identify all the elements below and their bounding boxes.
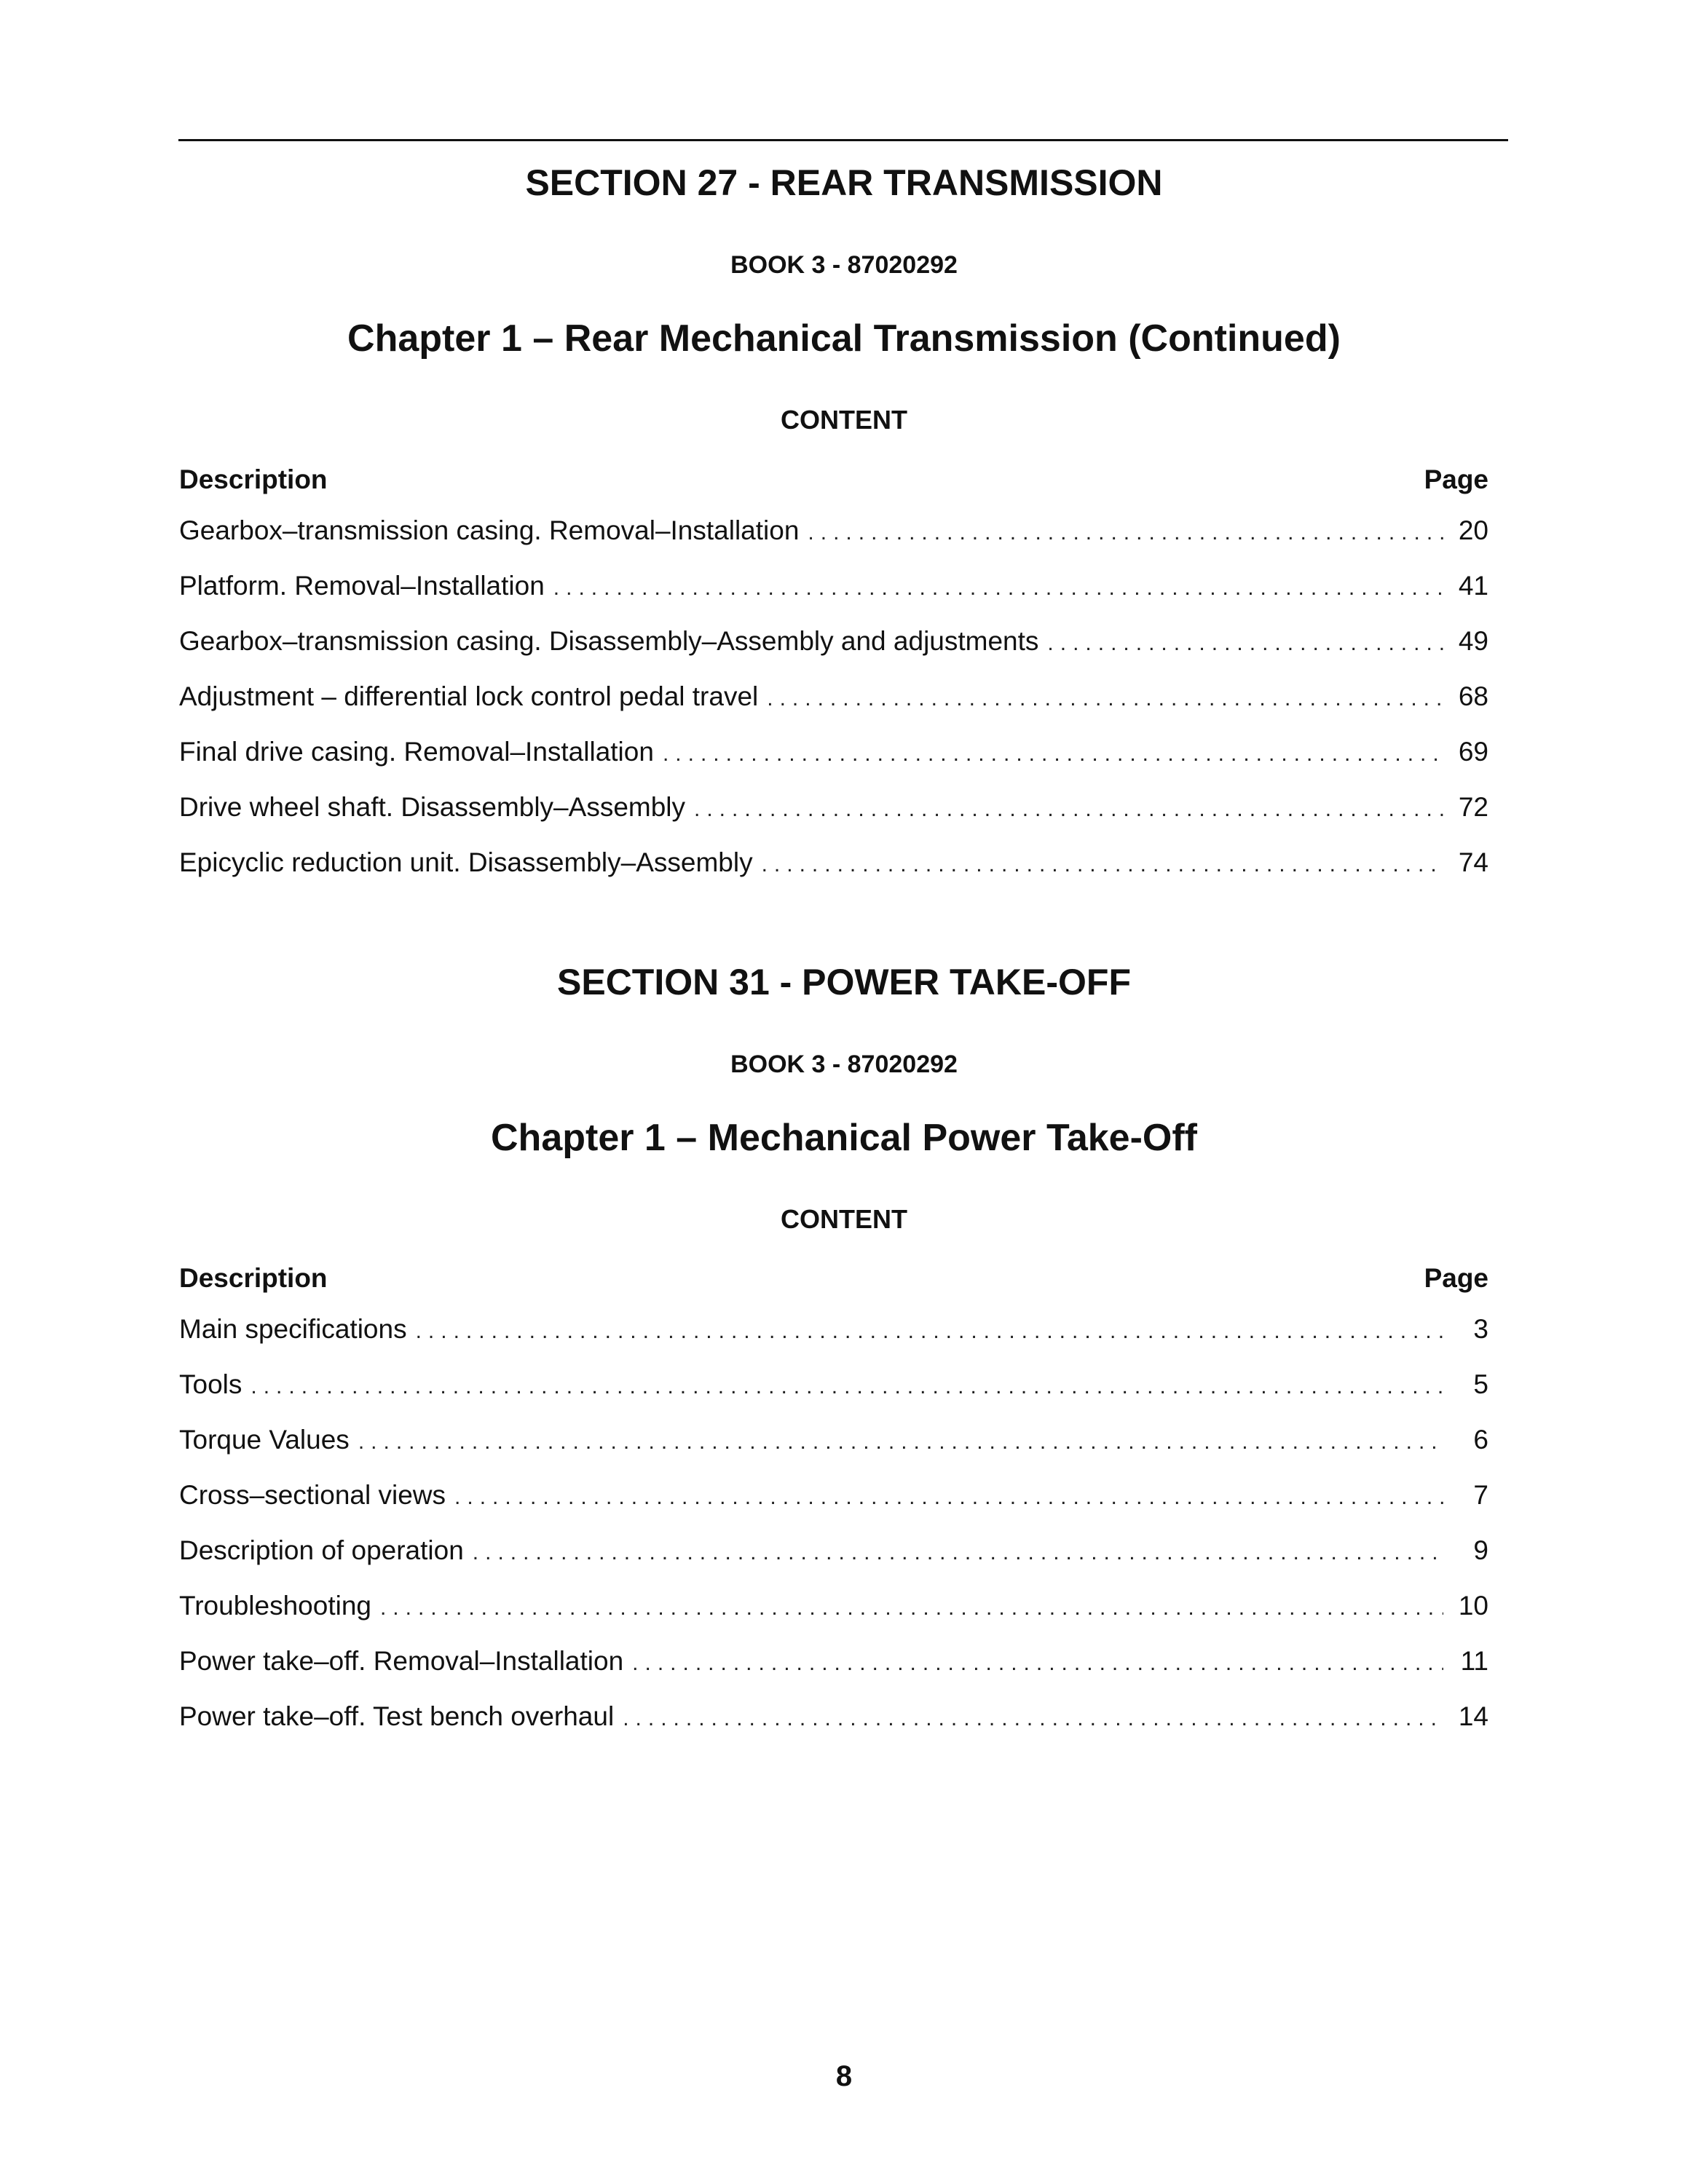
section-27-title: SECTION 27 - REAR TRANSMISSION (525, 162, 1163, 203)
section-31-content-label: CONTENT (781, 1204, 907, 1234)
dot-leader (358, 1431, 1443, 1453)
toc-entry (179, 794, 1488, 820)
toc-entry-page: 14 (1458, 1701, 1488, 1731)
dot-leader (623, 1708, 1443, 1730)
toc-entry-description: Power take–off. Test bench overhaul (179, 1701, 615, 1731)
toc-entry (179, 1426, 1488, 1453)
dot-leader (767, 688, 1443, 710)
toc-entry-description: Final drive casing. Removal–Installation (179, 737, 654, 767)
dot-leader (473, 1542, 1443, 1564)
section-31-book-ref: BOOK 3 - 87020292 (730, 1051, 958, 1078)
toc-entry (179, 738, 1488, 765)
description-column-header: Description (179, 464, 328, 494)
top-rule (178, 139, 1508, 141)
toc-entry-page: 41 (1458, 571, 1488, 601)
toc-entry-description: Epicyclic reduction unit. Disassembly–Assembly (179, 847, 753, 877)
dot-leader (454, 1487, 1443, 1508)
toc-entry-page: 72 (1458, 792, 1488, 822)
dot-leader (251, 1376, 1443, 1398)
toc-entry-description: Main specifications (179, 1314, 407, 1344)
page-number: 8 (835, 2060, 853, 2092)
toc-entry-description: Troubleshooting (179, 1591, 371, 1621)
toc-entry-page: 10 (1458, 1591, 1488, 1621)
section-31-toc-header (179, 1263, 1488, 1294)
section-27-toc-header (179, 464, 1488, 495)
toc-entry (179, 1371, 1488, 1398)
dot-leader (663, 743, 1443, 765)
toc-entry-page: 49 (1458, 626, 1488, 656)
toc-entry-page: 5 (1473, 1369, 1488, 1399)
dot-leader (762, 854, 1443, 876)
toc-entry-description: Gearbox–transmission casing. Disassembly–Assembly and adjustments (179, 626, 1039, 656)
toc-entry-page: 68 (1458, 681, 1488, 711)
dot-leader (808, 522, 1443, 544)
toc-entry-description: Platform. Removal–Installation (179, 571, 545, 601)
dot-leader (416, 1321, 1443, 1342)
dot-leader (1047, 633, 1443, 654)
section-27-content-label: CONTENT (781, 405, 907, 435)
toc-entry-description: Cross–sectional views (179, 1480, 446, 1510)
description-column-header: Description (179, 1263, 328, 1293)
toc-entry (179, 1315, 1488, 1342)
toc-entry (179, 1647, 1488, 1674)
toc-entry (179, 1592, 1488, 1619)
toc-entry-description: Drive wheel shaft. Disassembly–Assembly (179, 792, 686, 822)
toc-entry (179, 628, 1488, 654)
dot-leader (553, 577, 1443, 599)
section-31-title: SECTION 31 - POWER TAKE-OFF (557, 962, 1131, 1002)
toc-entry-page: 20 (1458, 515, 1488, 545)
page-column-header: Page (1424, 464, 1488, 494)
toc-entry-description: Description of operation (179, 1535, 464, 1565)
toc-entry-description: Power take–off. Removal–Installation (179, 1646, 624, 1676)
dot-leader (380, 1597, 1443, 1619)
toc-entry-description: Torque Values (179, 1425, 350, 1455)
toc-entry-page: 7 (1473, 1480, 1488, 1510)
toc-entry (179, 517, 1488, 544)
toc-entry-page: 6 (1473, 1425, 1488, 1455)
dot-leader (694, 799, 1443, 820)
section-27-chapter-title: Chapter 1 – Rear Mechanical Transmission (Continued) (347, 317, 1341, 360)
toc-entry (179, 572, 1488, 599)
toc-entry (179, 1481, 1488, 1508)
toc-entry (179, 1537, 1488, 1564)
section-31-chapter-title: Chapter 1 – Mechanical Power Take-Off (491, 1117, 1197, 1159)
section-27-book-ref: BOOK 3 - 87020292 (730, 251, 958, 279)
toc-entry-page: 3 (1473, 1314, 1488, 1344)
toc-entry-page: 11 (1460, 1646, 1488, 1676)
toc-entry-page: 69 (1458, 737, 1488, 767)
toc-entry-description: Adjustment – differential lock control pedal travel (179, 681, 759, 711)
toc-entry-description: Tools (179, 1369, 242, 1399)
page-column-header: Page (1424, 1263, 1488, 1293)
toc-entry-description: Gearbox–transmission casing. Removal–Installation (179, 515, 800, 545)
toc-entry (179, 1703, 1488, 1730)
dot-leader (632, 1653, 1443, 1674)
toc-entry-page: 9 (1473, 1535, 1488, 1565)
toc-entry (179, 849, 1488, 876)
toc-entry (179, 683, 1488, 710)
toc-entry-page: 74 (1458, 847, 1488, 877)
